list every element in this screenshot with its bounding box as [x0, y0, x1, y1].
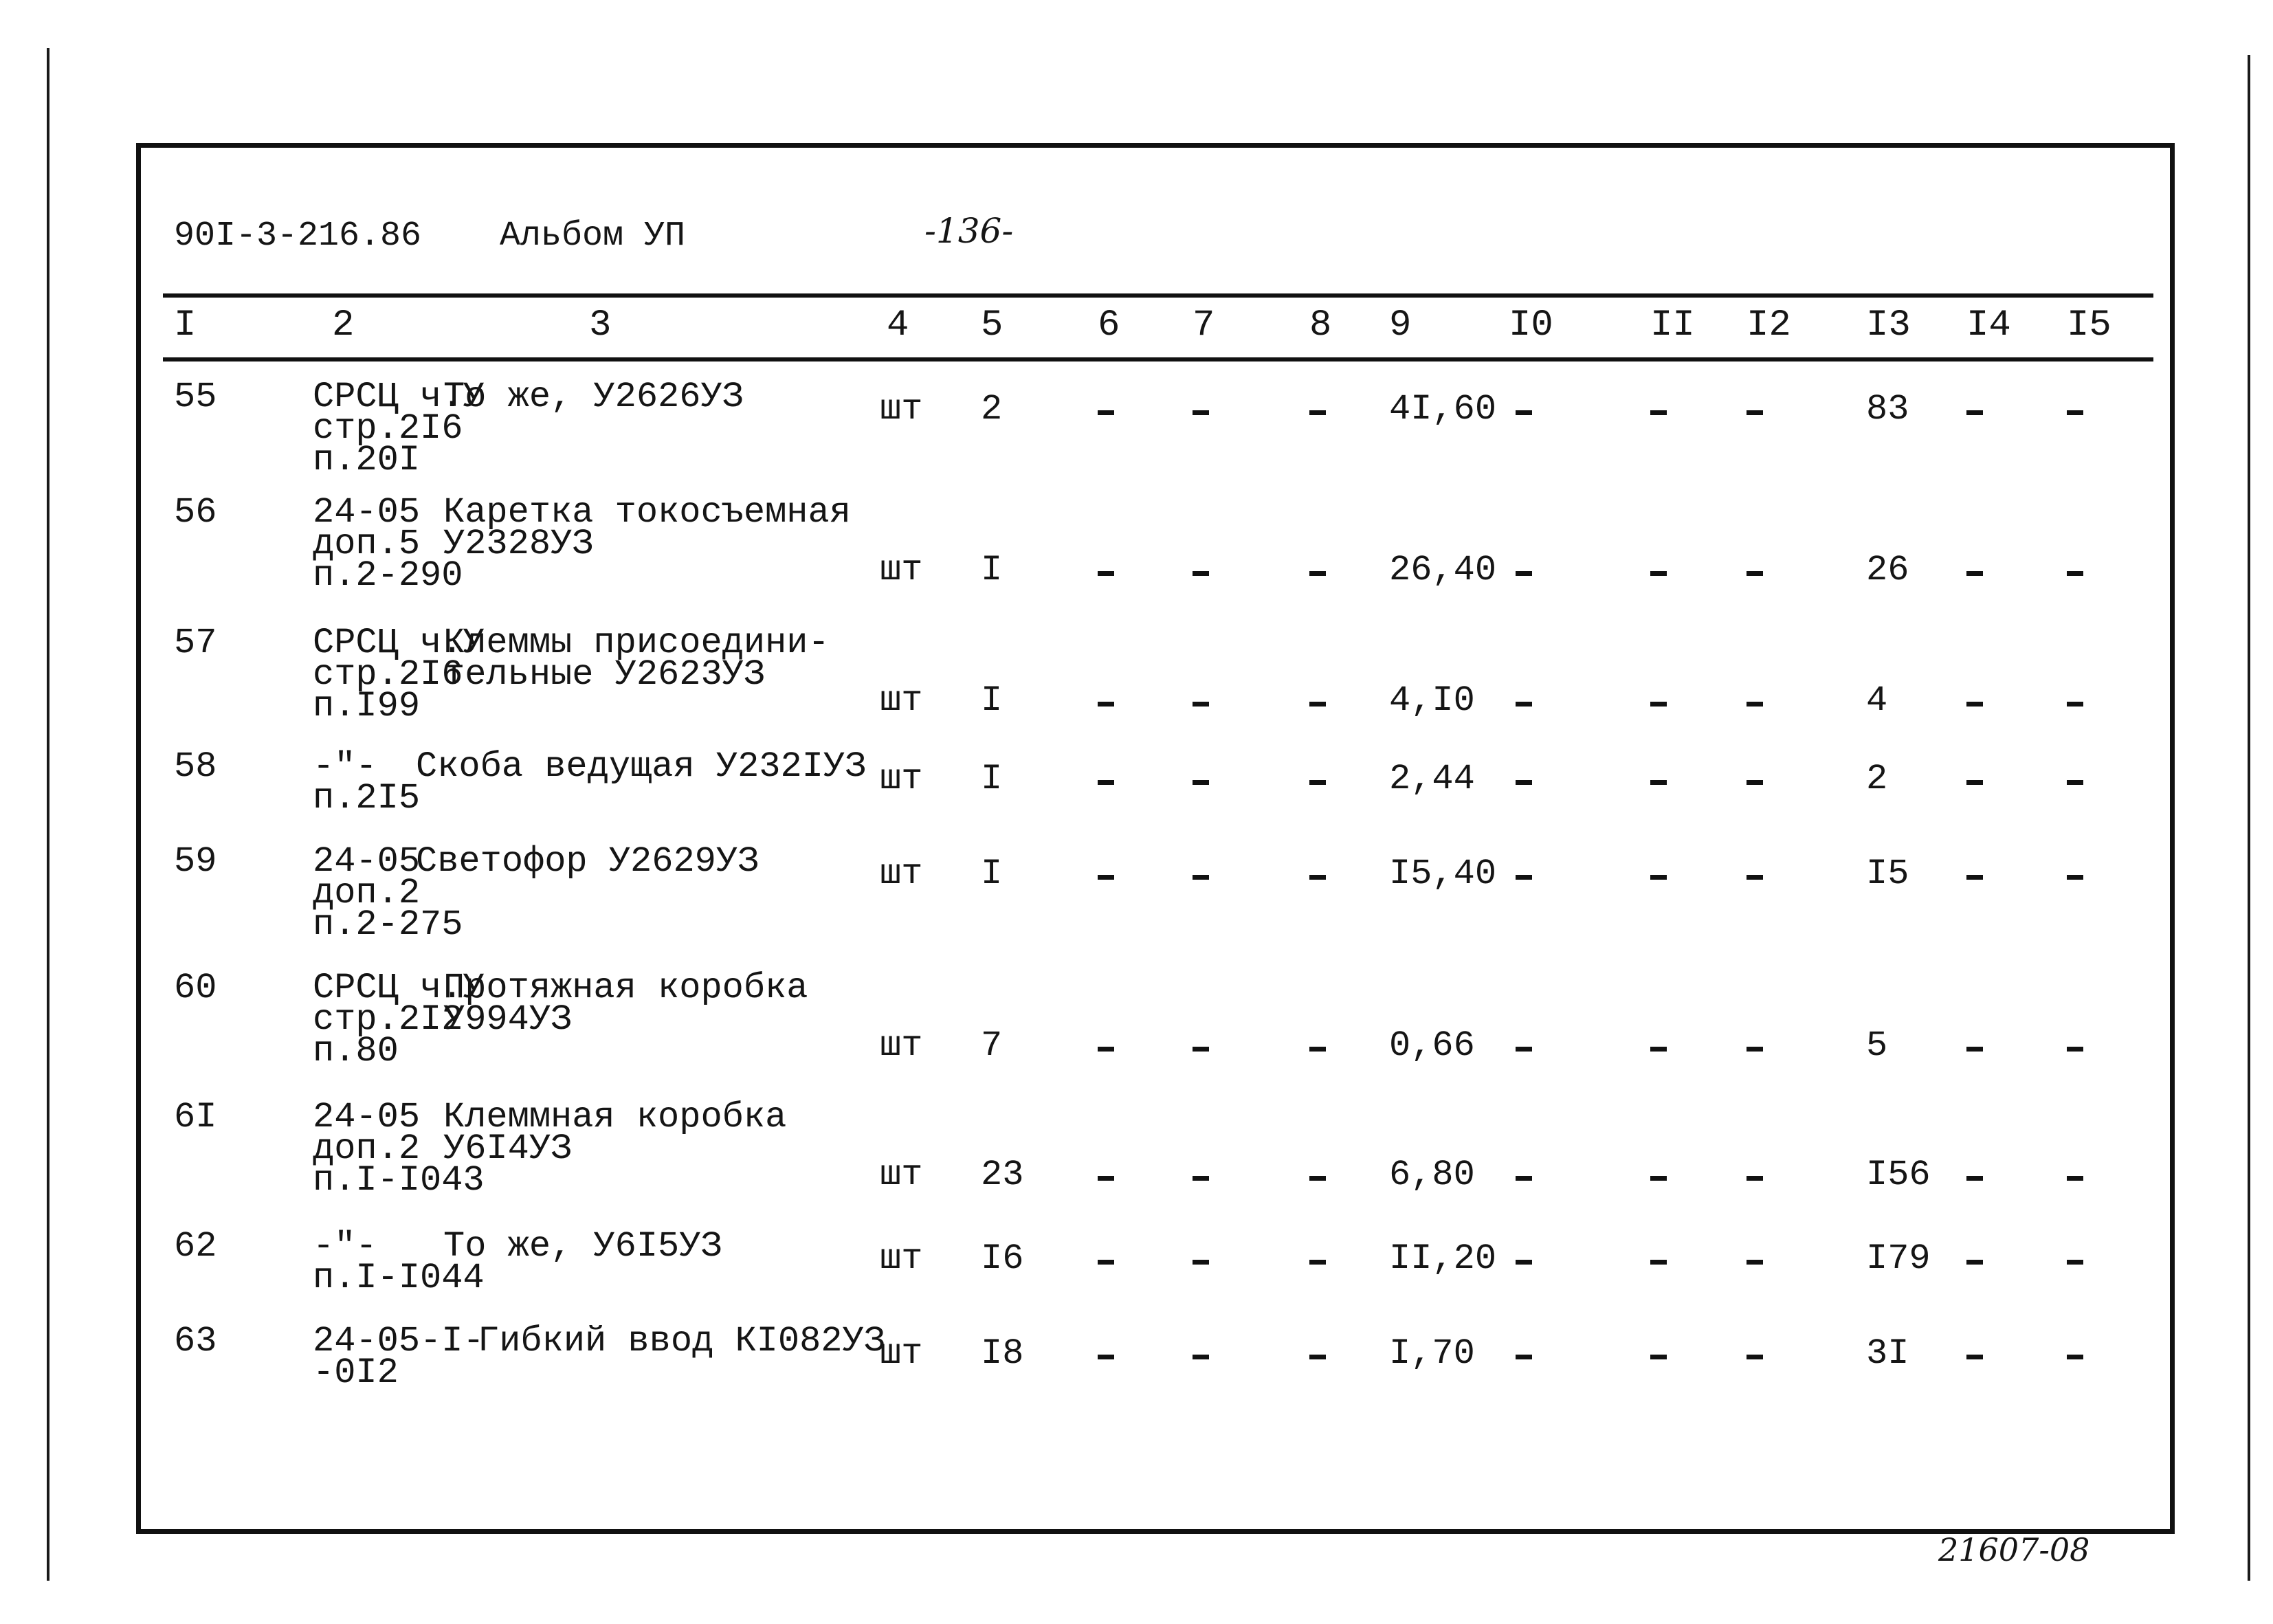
document-frame — [136, 143, 2175, 1534]
empty-dash — [1650, 702, 1667, 707]
empty-dash — [1747, 1176, 1763, 1181]
quantity-cell: I6 — [981, 1238, 1024, 1279]
quantity-cell: 7 — [981, 1025, 1003, 1066]
reference-cell: 24-05-I- -0I2 — [313, 1321, 485, 1393]
item-name-cell: Гибкий ввод КI082УЗ — [478, 1321, 885, 1361]
empty-dash — [1650, 875, 1667, 880]
column-13-value: 26 — [1866, 550, 1909, 590]
empty-dash — [1516, 875, 1532, 880]
row-number: 6I — [174, 1097, 217, 1137]
column-13-value: 2 — [1866, 759, 1888, 799]
doc-code-handwritten: 216.86 — [298, 216, 422, 256]
empty-dash — [2067, 1047, 2083, 1052]
column-heading-5: 5 — [981, 304, 1004, 346]
column-9-value: II,20 — [1389, 1238, 1497, 1279]
column-9-value: I,70 — [1389, 1333, 1475, 1374]
empty-dash — [1747, 410, 1763, 415]
album-title: Альбом УП — [500, 216, 686, 256]
empty-dash — [1193, 410, 1209, 415]
quantity-cell: I8 — [981, 1333, 1024, 1374]
doc-code-print: 90I-3- — [174, 216, 298, 256]
reference-cell: -"- п.2I5 — [313, 746, 421, 819]
reference-cell: СРСЦ ч.У стр.2I6 п.I99 — [313, 623, 485, 726]
quantity-cell: I — [981, 550, 1003, 590]
unit-cell: шт — [880, 389, 923, 430]
column-heading-3: 3 — [589, 304, 612, 346]
unit-cell: шт — [880, 550, 923, 590]
item-name-cell: Протяжная коробка У994УЗ — [443, 968, 808, 1040]
unit-cell: шт — [880, 759, 923, 799]
header-rule-top — [163, 293, 2153, 298]
empty-dash — [1098, 1260, 1114, 1265]
empty-dash — [1193, 1260, 1209, 1265]
column-heading-1: I — [174, 304, 197, 346]
empty-dash — [1966, 875, 1983, 880]
empty-dash — [1098, 1355, 1114, 1359]
unit-cell: шт — [880, 1025, 923, 1066]
empty-dash — [2067, 875, 2083, 880]
empty-dash — [1650, 1355, 1667, 1359]
empty-dash — [1650, 1176, 1667, 1181]
empty-dash — [1650, 571, 1667, 576]
empty-dash — [1516, 410, 1532, 415]
column-heading-2: 2 — [332, 304, 355, 346]
empty-dash — [1098, 875, 1114, 880]
column-heading-9: 9 — [1389, 304, 1412, 346]
empty-dash — [1098, 571, 1114, 576]
empty-dash — [2067, 780, 2083, 785]
empty-dash — [2067, 1260, 2083, 1265]
empty-dash — [1309, 1176, 1326, 1181]
empty-dash — [1309, 410, 1326, 415]
item-name-cell: То же, У6I5УЗ — [443, 1226, 722, 1267]
empty-dash — [1747, 571, 1763, 576]
quantity-cell: I — [981, 854, 1003, 894]
right-edge-line — [2248, 55, 2250, 1581]
row-number: 57 — [174, 623, 217, 663]
column-9-value: 26,40 — [1389, 550, 1497, 590]
column-heading-11: II — [1650, 304, 1695, 346]
reference-cell: -"- п.I-I044 — [313, 1226, 485, 1298]
column-heading-15: I5 — [2067, 304, 2111, 346]
column-heading-12: I2 — [1747, 304, 1791, 346]
item-name-cell: То же, У2626УЗ — [443, 377, 744, 417]
row-number: 62 — [174, 1226, 217, 1267]
row-number: 59 — [174, 841, 217, 882]
quantity-cell: 2 — [981, 389, 1003, 430]
empty-dash — [1516, 702, 1532, 707]
empty-dash — [1516, 780, 1532, 785]
column-heading-7: 7 — [1193, 304, 1215, 346]
row-number: 63 — [174, 1321, 217, 1361]
quantity-cell: I — [981, 680, 1003, 721]
column-9-value: 6,80 — [1389, 1155, 1475, 1195]
column-heading-10: I0 — [1509, 304, 1553, 346]
empty-dash — [1747, 780, 1763, 785]
empty-dash — [1098, 1047, 1114, 1052]
row-number: 58 — [174, 746, 217, 787]
reference-cell: СРСЦ ч.У стр.2I6 п.20I — [313, 377, 485, 480]
column-13-value: I5 — [1866, 854, 1909, 894]
column-heading-4: 4 — [887, 304, 909, 346]
header-rule-bottom — [163, 357, 2153, 361]
empty-dash — [1098, 780, 1114, 785]
empty-dash — [1966, 410, 1983, 415]
empty-dash — [2067, 571, 2083, 576]
item-name-cell: Каретка токосъемная У2328УЗ — [443, 492, 851, 564]
empty-dash — [1966, 571, 1983, 576]
column-9-value: 4I,60 — [1389, 389, 1497, 430]
row-number: 60 — [174, 968, 217, 1008]
empty-dash — [1966, 1260, 1983, 1265]
column-13-value: 5 — [1866, 1025, 1888, 1066]
left-edge-line — [47, 48, 49, 1581]
column-heading-8: 8 — [1309, 304, 1332, 346]
row-number: 55 — [174, 377, 217, 417]
empty-dash — [1193, 702, 1209, 707]
column-13-value: I56 — [1866, 1155, 1931, 1195]
empty-dash — [1966, 1176, 1983, 1181]
empty-dash — [1309, 571, 1326, 576]
empty-dash — [1309, 1260, 1326, 1265]
item-name-cell: Клеммная коробка У6I4УЗ — [443, 1097, 787, 1169]
unit-cell: шт — [880, 1333, 923, 1374]
empty-dash — [1747, 1355, 1763, 1359]
column-13-value: 3I — [1866, 1333, 1909, 1374]
empty-dash — [1098, 1176, 1114, 1181]
empty-dash — [2067, 1355, 2083, 1359]
empty-dash — [1193, 875, 1209, 880]
reference-cell: 24-05 доп.2 п.I-I043 — [313, 1097, 485, 1201]
column-13-value: 83 — [1866, 389, 1909, 430]
unit-cell: шт — [880, 1155, 923, 1195]
column-9-value: 0,66 — [1389, 1025, 1475, 1066]
empty-dash — [1309, 1047, 1326, 1052]
column-9-value: 4,I0 — [1389, 680, 1475, 721]
empty-dash — [1966, 780, 1983, 785]
row-number: 56 — [174, 492, 217, 533]
unit-cell: шт — [880, 854, 923, 894]
empty-dash — [1650, 410, 1667, 415]
empty-dash — [1098, 410, 1114, 415]
empty-dash — [1747, 702, 1763, 707]
empty-dash — [1966, 1355, 1983, 1359]
archive-number: 21607-08 — [1938, 1531, 2090, 1568]
empty-dash — [1966, 1047, 1983, 1052]
column-heading-6: 6 — [1098, 304, 1120, 346]
empty-dash — [1309, 780, 1326, 785]
item-name-cell: Клеммы присоедини- тельные У2623УЗ — [443, 623, 830, 695]
empty-dash — [1193, 1176, 1209, 1181]
reference-cell: СРСЦ ч.У стр.2I2 п.80 — [313, 968, 485, 1071]
item-name-cell: Скоба ведущая У232IУЗ — [416, 746, 867, 787]
empty-dash — [1516, 571, 1532, 576]
empty-dash — [2067, 702, 2083, 707]
empty-dash — [1193, 1047, 1209, 1052]
quantity-cell: I — [981, 759, 1003, 799]
empty-dash — [1966, 702, 1983, 707]
empty-dash — [2067, 1176, 2083, 1181]
empty-dash — [1516, 1355, 1532, 1359]
empty-dash — [1650, 1047, 1667, 1052]
unit-cell: шт — [880, 680, 923, 721]
empty-dash — [1516, 1047, 1532, 1052]
empty-dash — [1193, 1355, 1209, 1359]
column-13-value: 4 — [1866, 680, 1888, 721]
empty-dash — [1516, 1176, 1532, 1181]
empty-dash — [1309, 1355, 1326, 1359]
column-9-value: 2,44 — [1389, 759, 1475, 799]
empty-dash — [1747, 1047, 1763, 1052]
item-name-cell: Светофор У2629УЗ — [416, 841, 759, 882]
column-heading-14: I4 — [1966, 304, 2011, 346]
reference-cell: 24-05 доп.5 п.2-290 — [313, 492, 463, 596]
quantity-cell: 23 — [981, 1155, 1024, 1195]
empty-dash — [1747, 1260, 1763, 1265]
empty-dash — [1309, 702, 1326, 707]
column-13-value: I79 — [1866, 1238, 1931, 1279]
column-9-value: I5,40 — [1389, 854, 1497, 894]
empty-dash — [1309, 875, 1326, 880]
empty-dash — [1193, 571, 1209, 576]
empty-dash — [1747, 875, 1763, 880]
empty-dash — [1516, 1260, 1532, 1265]
column-heading-13: I3 — [1866, 304, 1911, 346]
page-number: -136- — [924, 211, 1014, 251]
empty-dash — [1650, 1260, 1667, 1265]
empty-dash — [1098, 702, 1114, 707]
reference-cell: 24-05 доп.2 п.2-275 — [313, 841, 463, 945]
empty-dash — [1650, 780, 1667, 785]
empty-dash — [2067, 410, 2083, 415]
empty-dash — [1193, 780, 1209, 785]
unit-cell: шт — [880, 1238, 923, 1279]
doc-code — [174, 216, 421, 256]
